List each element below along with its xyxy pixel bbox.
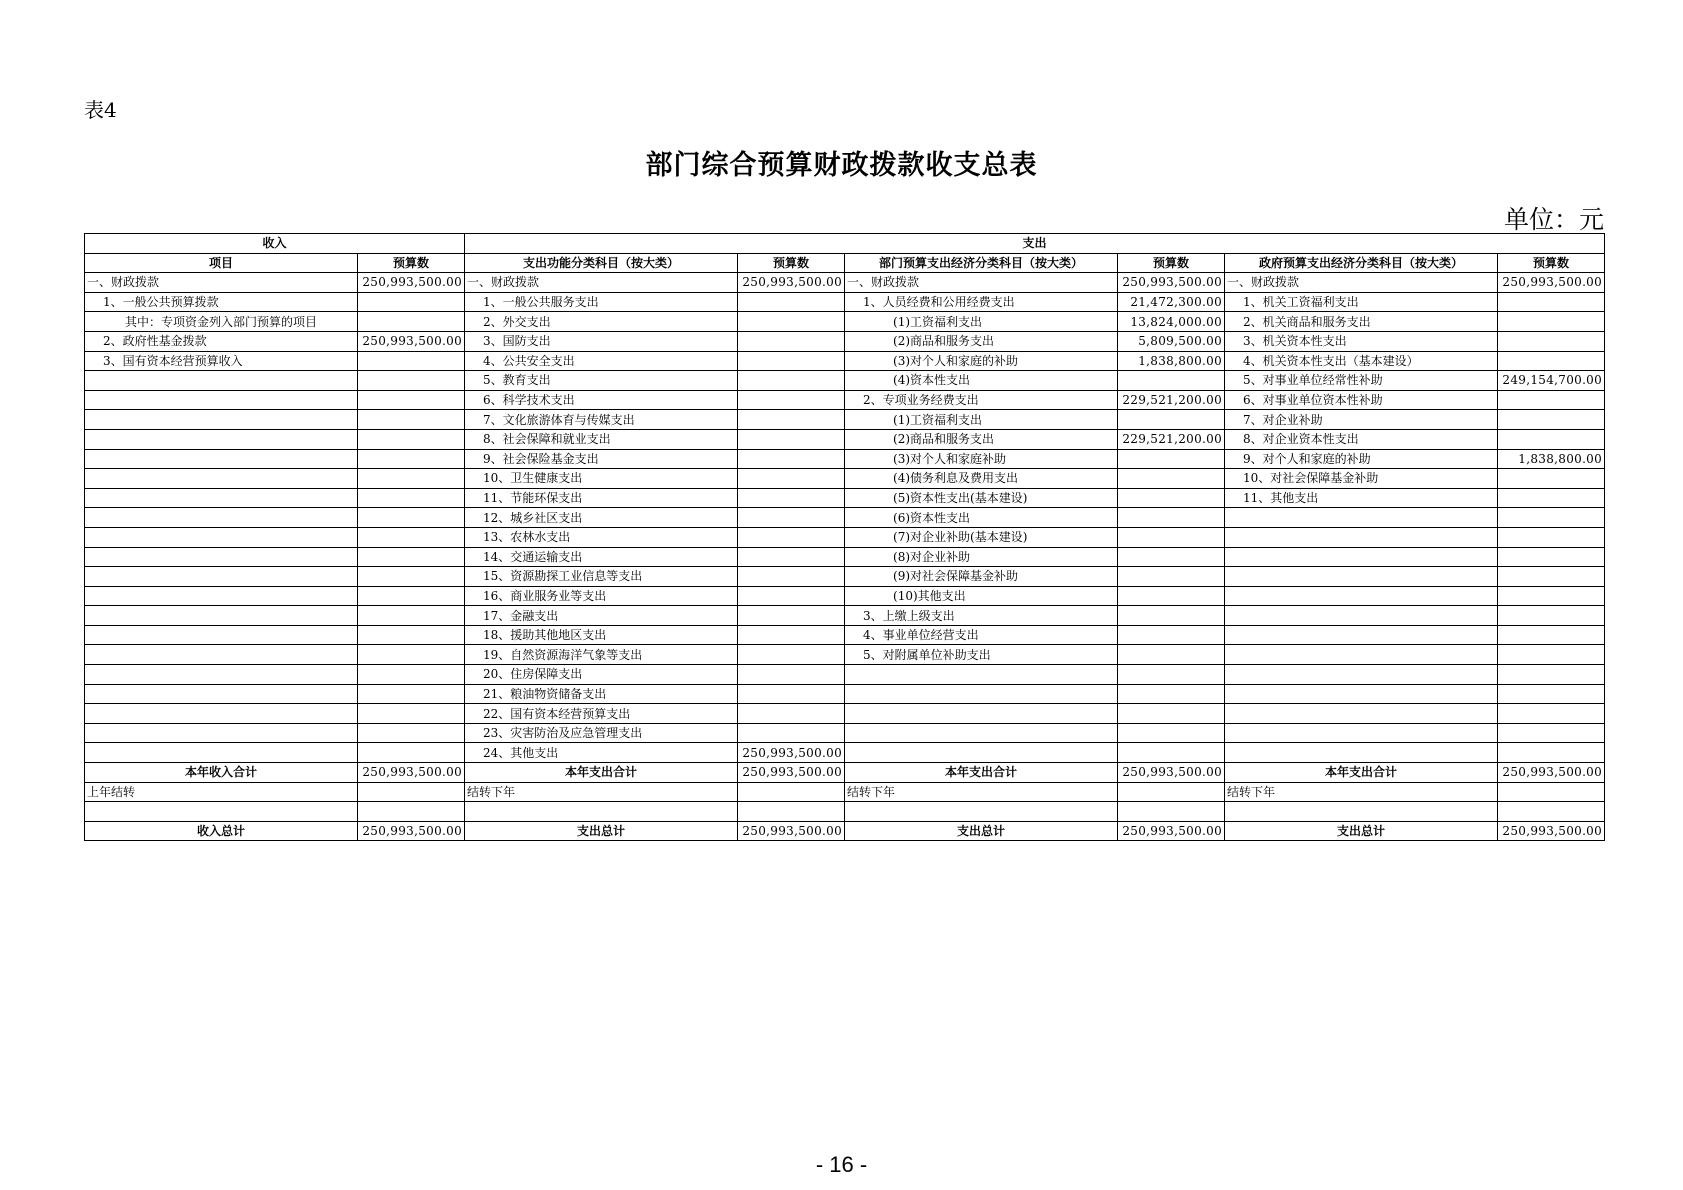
item-cell xyxy=(85,371,358,391)
amount-cell xyxy=(1118,802,1225,822)
amount-cell: 229,521,200.00 xyxy=(1118,390,1225,410)
item-cell xyxy=(85,567,358,587)
item-cell: 本年支出合计 xyxy=(845,763,1118,783)
item-cell: 11、其他支出 xyxy=(1225,488,1498,508)
item-cell xyxy=(85,547,358,567)
amount-cell xyxy=(1498,547,1605,567)
amount-cell: 250,993,500.00 xyxy=(358,331,465,351)
item-cell xyxy=(85,390,358,410)
item-cell: (3)对个人和家庭补助 xyxy=(845,449,1118,469)
header-row-columns xyxy=(85,253,1605,273)
amount-cell xyxy=(358,645,465,665)
amount-cell xyxy=(1498,390,1605,410)
column-header-gov-econ: 政府预算支出经济分类科目（按大类） xyxy=(1225,253,1498,273)
amount-cell xyxy=(1118,449,1225,469)
item-cell: 结转下年 xyxy=(845,782,1118,802)
amount-cell xyxy=(358,586,465,606)
item-cell xyxy=(1225,645,1498,665)
table-row xyxy=(85,704,1605,724)
item-cell: (4)资本性支出 xyxy=(845,371,1118,391)
amount-cell xyxy=(358,371,465,391)
item-cell: 支出总计 xyxy=(845,821,1118,841)
amount-cell xyxy=(738,665,845,685)
item-cell xyxy=(845,665,1118,685)
income-header: 收入 xyxy=(85,234,465,254)
item-cell xyxy=(85,469,358,489)
item-cell: (4)债务利息及费用支出 xyxy=(845,469,1118,489)
amount-cell: 229,521,200.00 xyxy=(1118,429,1225,449)
amount-cell xyxy=(1118,625,1225,645)
amount-cell: 250,993,500.00 xyxy=(1498,821,1605,841)
column-header-amount: 预算数 xyxy=(738,253,845,273)
page-title: 部门综合预算财政拨款收支总表 xyxy=(645,150,1038,181)
item-cell: 结转下年 xyxy=(465,782,738,802)
amount-cell xyxy=(738,645,845,665)
carry-over-row xyxy=(85,782,1605,802)
item-cell: 一、财政拨款 xyxy=(845,273,1118,293)
item-cell: (5)资本性支出(基本建设) xyxy=(845,488,1118,508)
amount-cell xyxy=(738,586,845,606)
item-cell: 10、对社会保障基金补助 xyxy=(1225,469,1498,489)
table-row xyxy=(85,331,1605,351)
item-cell: 5、对事业单位经常性补助 xyxy=(1225,371,1498,391)
item-cell: 1、一般公共服务支出 xyxy=(465,292,738,312)
item-cell xyxy=(85,802,358,822)
amount-cell xyxy=(358,351,465,371)
item-cell: 2、外交支出 xyxy=(465,312,738,332)
item-cell: 3、国防支出 xyxy=(465,331,738,351)
amount-cell xyxy=(738,567,845,587)
amount-cell xyxy=(1118,723,1225,743)
table-row xyxy=(85,606,1605,626)
amount-cell xyxy=(1498,488,1605,508)
item-cell: 10、卫生健康支出 xyxy=(465,469,738,489)
item-cell: 8、对企业资本性支出 xyxy=(1225,429,1498,449)
table-row xyxy=(85,527,1605,547)
item-cell xyxy=(85,704,358,724)
column-header-dept-econ: 部门预算支出经济分类科目（按大类） xyxy=(845,253,1118,273)
amount-cell xyxy=(738,723,845,743)
amount-cell: 250,993,500.00 xyxy=(1118,821,1225,841)
page-number: - 16 - xyxy=(815,1152,868,1177)
item-cell: 结转下年 xyxy=(1225,782,1498,802)
amount-cell xyxy=(1498,704,1605,724)
amount-cell xyxy=(738,547,845,567)
amount-cell xyxy=(738,625,845,645)
item-cell xyxy=(85,508,358,528)
item-cell: 4、事业单位经营支出 xyxy=(845,625,1118,645)
amount-cell xyxy=(1498,606,1605,626)
amount-cell xyxy=(738,371,845,391)
item-cell: (9)对社会保障基金补助 xyxy=(845,567,1118,587)
year-total-row xyxy=(85,763,1605,783)
item-cell: 1、机关工资福利支出 xyxy=(1225,292,1498,312)
item-cell xyxy=(85,410,358,430)
amount-cell xyxy=(1498,351,1605,371)
amount-cell xyxy=(1118,586,1225,606)
item-cell: (10)其他支出 xyxy=(845,586,1118,606)
amount-cell: 21,472,300.00 xyxy=(1118,292,1225,312)
table-row xyxy=(85,469,1605,489)
item-cell: 4、机关资本性支出（基本建设） xyxy=(1225,351,1498,371)
item-cell: 2、政府性基金拨款 xyxy=(85,331,358,351)
item-cell xyxy=(1225,802,1498,822)
amount-cell xyxy=(738,449,845,469)
item-cell xyxy=(845,802,1118,822)
table-row xyxy=(85,547,1605,567)
item-cell: 24、其他支出 xyxy=(465,743,738,763)
amount-cell xyxy=(358,704,465,724)
item-cell xyxy=(845,704,1118,724)
amount-cell xyxy=(738,351,845,371)
table-row xyxy=(85,743,1605,763)
item-cell xyxy=(1225,586,1498,606)
table-row xyxy=(85,429,1605,449)
item-cell xyxy=(1225,665,1498,685)
item-cell xyxy=(85,665,358,685)
item-cell: (2)商品和服务支出 xyxy=(845,331,1118,351)
amount-cell xyxy=(1118,743,1225,763)
amount-cell xyxy=(1118,547,1225,567)
item-cell xyxy=(85,527,358,547)
item-cell: 8、社会保障和就业支出 xyxy=(465,429,738,449)
budget-table xyxy=(84,233,1605,841)
table-row xyxy=(85,390,1605,410)
amount-cell xyxy=(1498,665,1605,685)
amount-cell xyxy=(358,567,465,587)
amount-cell xyxy=(358,723,465,743)
amount-cell xyxy=(738,410,845,430)
item-cell: 20、住房保障支出 xyxy=(465,665,738,685)
item-cell xyxy=(1225,743,1498,763)
item-cell: 支出总计 xyxy=(1225,821,1498,841)
item-cell: 7、对企业补助 xyxy=(1225,410,1498,430)
item-cell: 3、上缴上级支出 xyxy=(845,606,1118,626)
item-cell: 15、资源勘探工业信息等支出 xyxy=(465,567,738,587)
unit-label: 单位：元 xyxy=(1503,205,1604,234)
table-row xyxy=(85,508,1605,528)
table-row xyxy=(85,488,1605,508)
column-header-amount: 预算数 xyxy=(1498,253,1605,273)
table-row xyxy=(85,645,1605,665)
item-cell xyxy=(85,449,358,469)
amount-cell: 250,993,500.00 xyxy=(1498,273,1605,293)
table-row xyxy=(85,410,1605,430)
item-cell: (1)工资福利支出 xyxy=(845,312,1118,332)
item-cell: 5、教育支出 xyxy=(465,371,738,391)
table-row xyxy=(85,625,1605,645)
amount-cell xyxy=(1498,586,1605,606)
amount-cell xyxy=(1498,802,1605,822)
item-cell: 收入总计 xyxy=(85,821,358,841)
amount-cell: 250,993,500.00 xyxy=(1118,763,1225,783)
amount-cell xyxy=(738,508,845,528)
amount-cell: 250,993,500.00 xyxy=(358,821,465,841)
item-cell: 3、机关资本性支出 xyxy=(1225,331,1498,351)
amount-cell xyxy=(358,312,465,332)
item-cell xyxy=(85,429,358,449)
amount-cell xyxy=(1118,469,1225,489)
amount-cell: 250,993,500.00 xyxy=(738,821,845,841)
item-cell: (1)工资福利支出 xyxy=(845,410,1118,430)
amount-cell xyxy=(358,488,465,508)
item-cell: 21、粮油物资储备支出 xyxy=(465,684,738,704)
amount-cell xyxy=(738,782,845,802)
amount-cell xyxy=(358,429,465,449)
amount-cell xyxy=(358,292,465,312)
table-row xyxy=(85,684,1605,704)
amount-cell xyxy=(1498,410,1605,430)
amount-cell xyxy=(1498,312,1605,332)
table-row xyxy=(85,449,1605,469)
amount-cell xyxy=(1118,704,1225,724)
item-cell: 16、商业服务业等支出 xyxy=(465,586,738,606)
item-cell xyxy=(1225,606,1498,626)
amount-cell xyxy=(358,802,465,822)
amount-cell xyxy=(738,429,845,449)
table-row xyxy=(85,567,1605,587)
column-header-amount: 预算数 xyxy=(1118,253,1225,273)
item-cell xyxy=(85,723,358,743)
item-cell: 13、农林水支出 xyxy=(465,527,738,547)
amount-cell xyxy=(1118,684,1225,704)
item-cell: 本年支出合计 xyxy=(465,763,738,783)
amount-cell xyxy=(358,665,465,685)
item-cell xyxy=(1225,547,1498,567)
item-cell: 9、社会保险基金支出 xyxy=(465,449,738,469)
blank-row xyxy=(85,802,1605,822)
item-cell xyxy=(1225,527,1498,547)
item-cell: 2、专项业务经费支出 xyxy=(845,390,1118,410)
table-row xyxy=(85,723,1605,743)
item-cell: 23、灾害防治及应急管理支出 xyxy=(465,723,738,743)
amount-cell xyxy=(1498,469,1605,489)
amount-cell xyxy=(358,606,465,626)
table-row xyxy=(85,351,1605,371)
amount-cell: 250,993,500.00 xyxy=(1118,273,1225,293)
amount-cell xyxy=(1498,684,1605,704)
item-cell xyxy=(1225,704,1498,724)
item-cell: 22、国有资本经营预算支出 xyxy=(465,704,738,724)
table-row xyxy=(85,665,1605,685)
amount-cell xyxy=(358,743,465,763)
item-cell: 7、文化旅游体育与传媒支出 xyxy=(465,410,738,430)
item-cell: 9、对个人和家庭的补助 xyxy=(1225,449,1498,469)
amount-cell xyxy=(1118,488,1225,508)
amount-cell xyxy=(1498,567,1605,587)
amount-cell xyxy=(358,527,465,547)
amount-cell xyxy=(1498,782,1605,802)
amount-cell xyxy=(358,449,465,469)
amount-cell xyxy=(1118,508,1225,528)
amount-cell xyxy=(738,469,845,489)
item-cell: 一、财政拨款 xyxy=(465,273,738,293)
amount-cell xyxy=(738,292,845,312)
item-cell: 6、科学技术支出 xyxy=(465,390,738,410)
item-cell xyxy=(85,606,358,626)
amount-cell xyxy=(738,488,845,508)
amount-cell xyxy=(1498,429,1605,449)
amount-cell xyxy=(738,802,845,822)
table-row xyxy=(85,371,1605,391)
item-cell xyxy=(845,743,1118,763)
item-cell: (7)对企业补助(基本建设) xyxy=(845,527,1118,547)
amount-cell xyxy=(358,625,465,645)
amount-cell xyxy=(1498,723,1605,743)
amount-cell xyxy=(358,684,465,704)
item-cell xyxy=(85,743,358,763)
amount-cell xyxy=(738,331,845,351)
item-cell xyxy=(85,645,358,665)
item-cell: 18、援助其他地区支出 xyxy=(465,625,738,645)
item-cell: 4、公共安全支出 xyxy=(465,351,738,371)
item-cell xyxy=(1225,567,1498,587)
grand-total-row xyxy=(85,821,1605,841)
amount-cell: 5,809,500.00 xyxy=(1118,331,1225,351)
item-cell: 6、对事业单位资本性补助 xyxy=(1225,390,1498,410)
amount-cell xyxy=(1118,782,1225,802)
table-row xyxy=(85,273,1605,293)
item-cell: 一、财政拨款 xyxy=(85,273,358,293)
amount-cell: 250,993,500.00 xyxy=(738,763,845,783)
item-cell: (3)对个人和家庭的补助 xyxy=(845,351,1118,371)
amount-cell xyxy=(358,508,465,528)
item-cell xyxy=(85,625,358,645)
item-cell xyxy=(1225,684,1498,704)
table-row xyxy=(85,292,1605,312)
amount-cell xyxy=(358,410,465,430)
amount-cell: 13,824,000.00 xyxy=(1118,312,1225,332)
item-cell: 5、对附属单位补助支出 xyxy=(845,645,1118,665)
item-cell xyxy=(845,684,1118,704)
item-cell: (8)对企业补助 xyxy=(845,547,1118,567)
item-cell xyxy=(1225,508,1498,528)
item-cell: 2、机关商品和服务支出 xyxy=(1225,312,1498,332)
column-header-amount: 预算数 xyxy=(358,253,465,273)
amount-cell: 250,993,500.00 xyxy=(358,273,465,293)
amount-cell xyxy=(1498,508,1605,528)
amount-cell xyxy=(738,606,845,626)
item-cell: 1、一般公共预算拨款 xyxy=(85,292,358,312)
item-cell: 1、人员经费和公用经费支出 xyxy=(845,292,1118,312)
amount-cell xyxy=(738,390,845,410)
amount-cell xyxy=(1118,606,1225,626)
amount-cell xyxy=(738,704,845,724)
amount-cell xyxy=(1118,645,1225,665)
amount-cell xyxy=(1118,371,1225,391)
amount-cell xyxy=(358,547,465,567)
amount-cell xyxy=(1498,743,1605,763)
amount-cell xyxy=(358,782,465,802)
item-cell xyxy=(1225,723,1498,743)
amount-cell xyxy=(1118,665,1225,685)
item-cell: 12、城乡社区支出 xyxy=(465,508,738,528)
expense-header: 支出 xyxy=(465,234,1605,254)
table-row xyxy=(85,312,1605,332)
amount-cell: 1,838,800.00 xyxy=(1118,351,1225,371)
amount-cell xyxy=(1498,625,1605,645)
table-label: 表4 xyxy=(84,98,117,122)
item-cell: 17、金融支出 xyxy=(465,606,738,626)
amount-cell: 249,154,700.00 xyxy=(1498,371,1605,391)
item-cell: 14、交通运输支出 xyxy=(465,547,738,567)
item-cell: 其中：专项资金列入部门预算的项目 xyxy=(85,312,358,332)
amount-cell xyxy=(358,469,465,489)
item-cell: 支出总计 xyxy=(465,821,738,841)
amount-cell xyxy=(738,527,845,547)
table-row xyxy=(85,586,1605,606)
amount-cell xyxy=(1118,567,1225,587)
amount-cell xyxy=(1498,331,1605,351)
amount-cell: 250,993,500.00 xyxy=(738,743,845,763)
amount-cell xyxy=(1498,645,1605,665)
item-cell: 3、国有资本经营预算收入 xyxy=(85,351,358,371)
amount-cell: 1,838,800.00 xyxy=(1498,449,1605,469)
amount-cell xyxy=(1118,527,1225,547)
item-cell: (2)商品和服务支出 xyxy=(845,429,1118,449)
amount-cell xyxy=(358,390,465,410)
item-cell xyxy=(85,488,358,508)
header-row-top xyxy=(85,234,1605,254)
item-cell: 上年结转 xyxy=(85,782,358,802)
amount-cell xyxy=(1498,292,1605,312)
amount-cell xyxy=(738,684,845,704)
amount-cell xyxy=(738,312,845,332)
amount-cell: 250,993,500.00 xyxy=(1498,763,1605,783)
amount-cell xyxy=(1118,410,1225,430)
item-cell: 本年支出合计 xyxy=(1225,763,1498,783)
item-cell: 本年收入合计 xyxy=(85,763,358,783)
item-cell xyxy=(85,586,358,606)
column-header-item: 项目 xyxy=(85,253,358,273)
item-cell xyxy=(845,723,1118,743)
amount-cell xyxy=(1498,527,1605,547)
item-cell: (6)资本性支出 xyxy=(845,508,1118,528)
column-header-func-class: 支出功能分类科目（按大类） xyxy=(465,253,738,273)
item-cell: 19、自然资源海洋气象等支出 xyxy=(465,645,738,665)
item-cell: 11、节能环保支出 xyxy=(465,488,738,508)
item-cell xyxy=(1225,625,1498,645)
item-cell xyxy=(85,684,358,704)
item-cell: 一、财政拨款 xyxy=(1225,273,1498,293)
amount-cell: 250,993,500.00 xyxy=(358,763,465,783)
item-cell xyxy=(465,802,738,822)
amount-cell: 250,993,500.00 xyxy=(738,273,845,293)
